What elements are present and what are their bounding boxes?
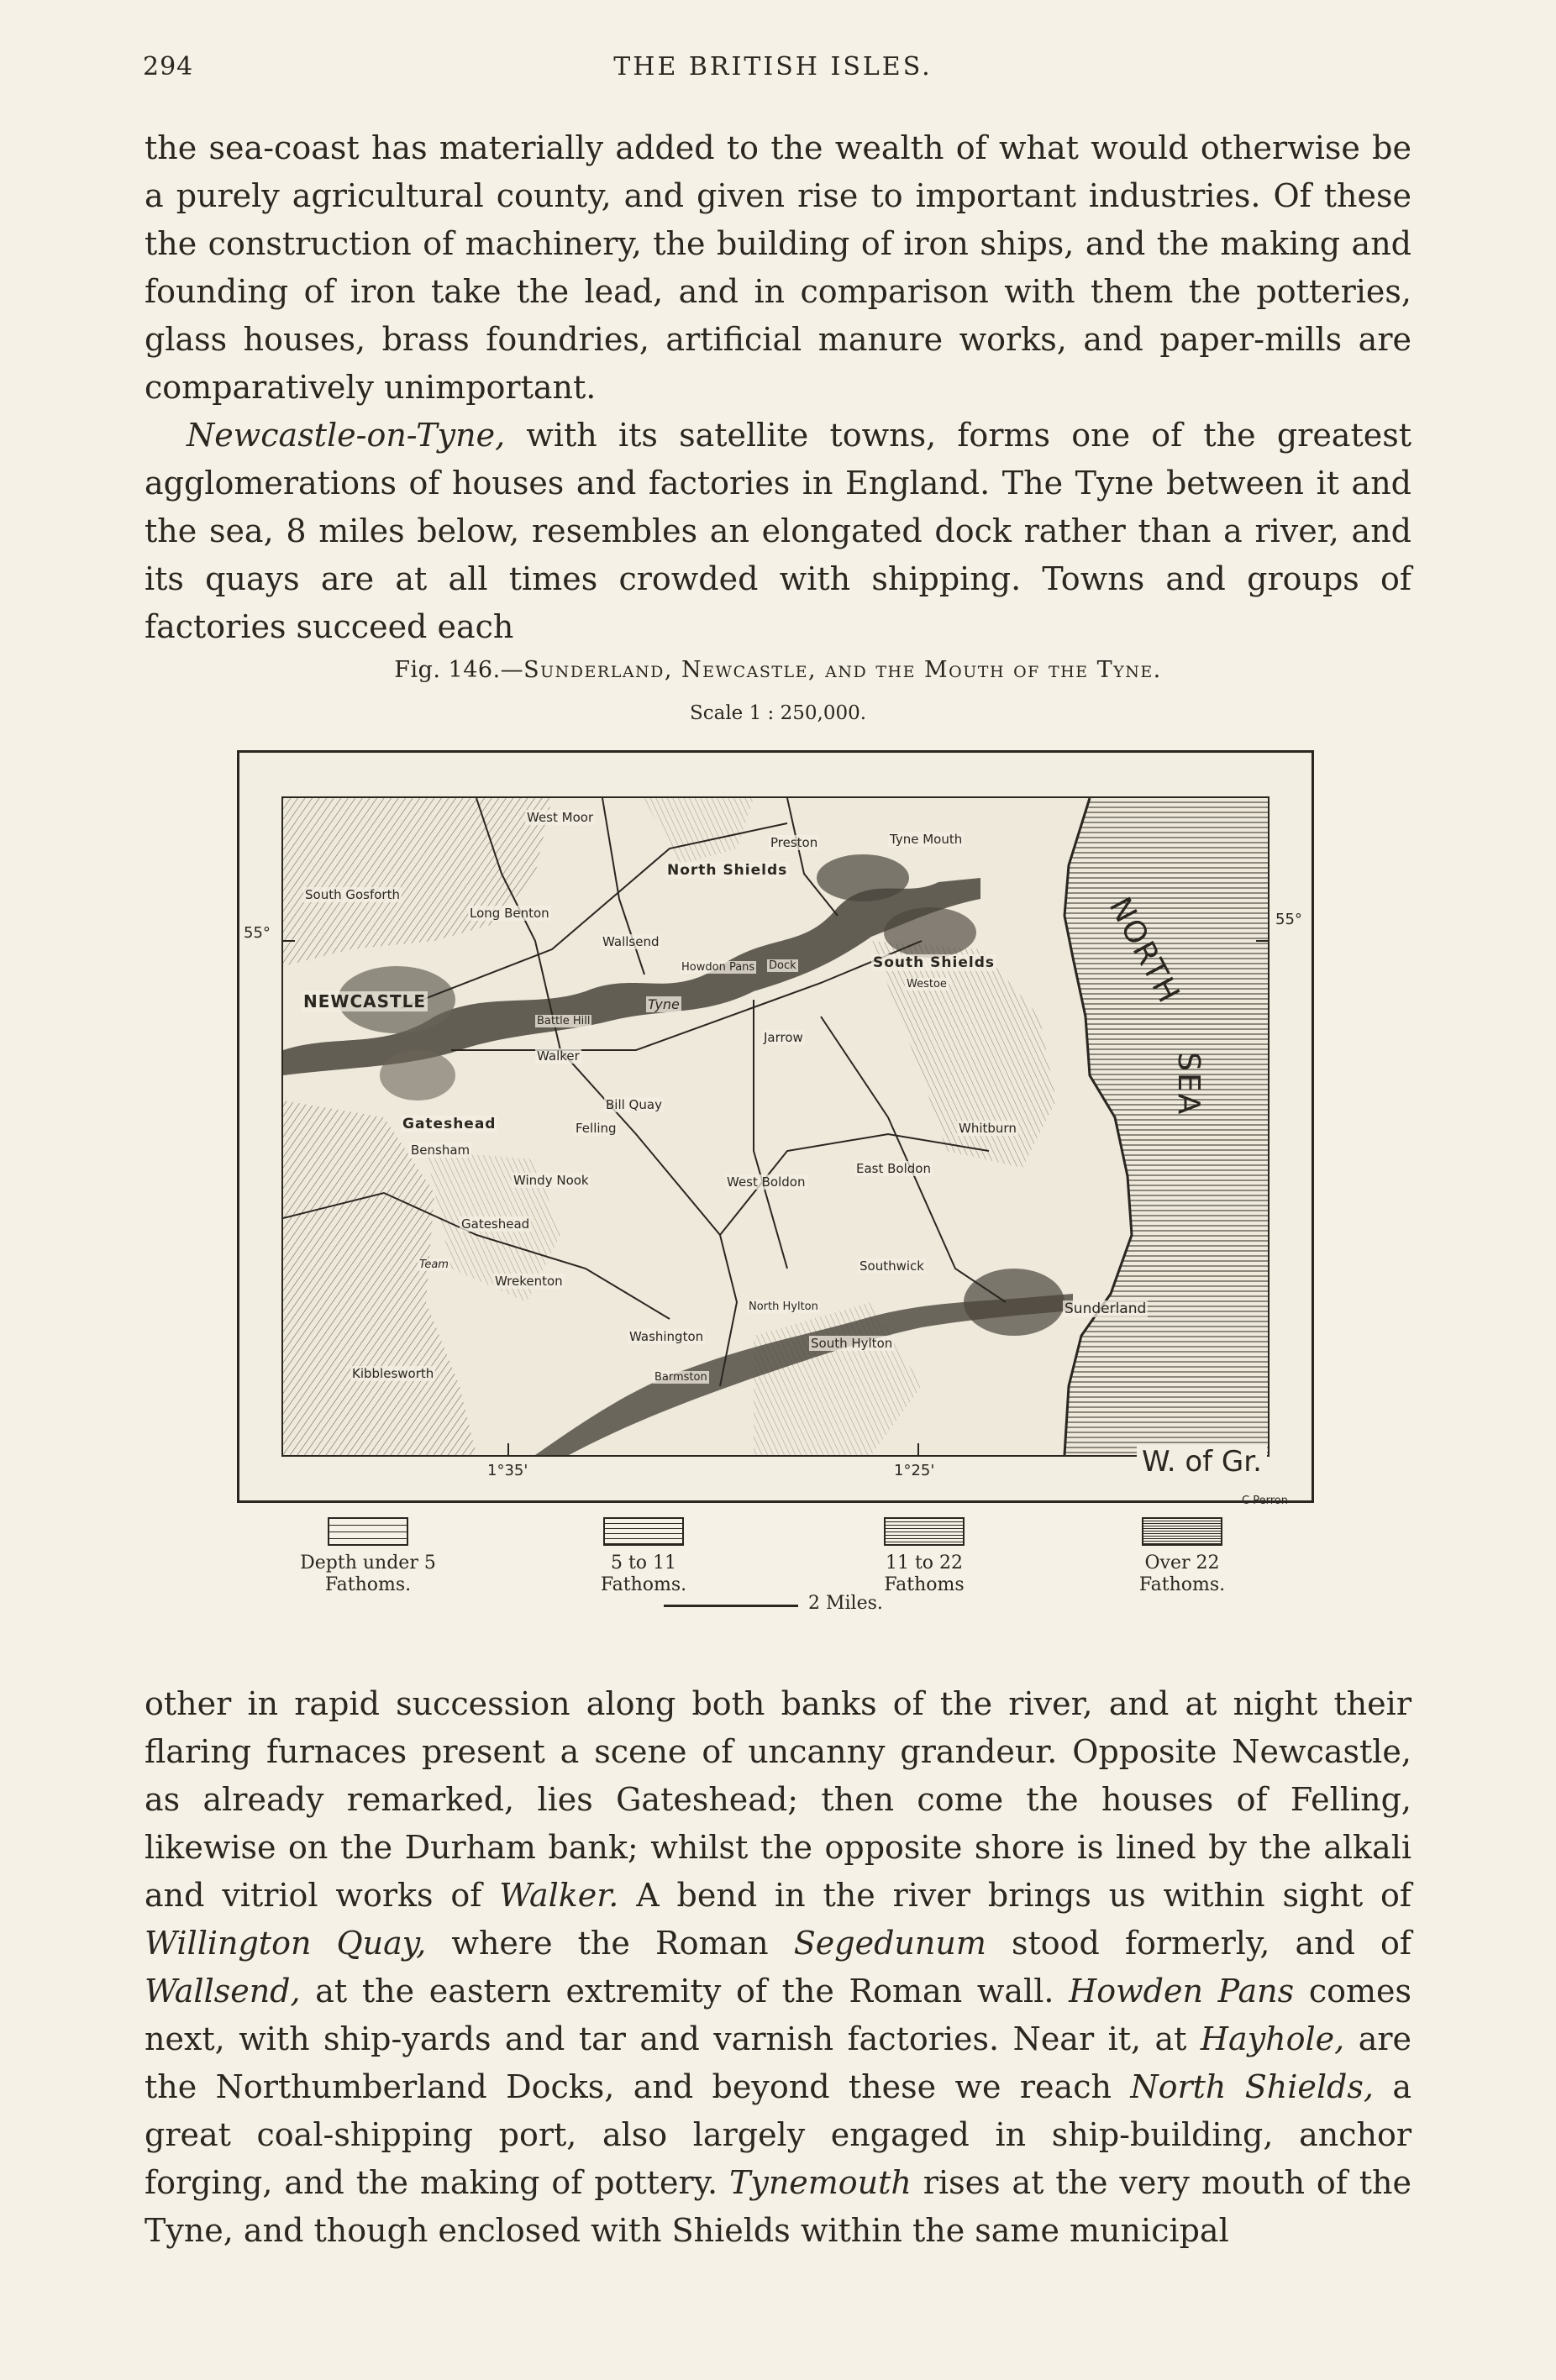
label-whitburn: Whitburn <box>959 1121 1017 1136</box>
town-sunderland <box>964 1269 1064 1336</box>
place-wallsend: Wallsend, <box>145 1973 301 2010</box>
text-run: other in rapid succession along both banks of the river, and at night their flaring furnaces present a scene of uncanny grandeur. Opposite Newcastle, as already remarked, lies Gateshead; then come the houses of Felling, likewise on the Durham bank; whilst the opposite shore is lined by the alkali and vitriol works of <box>145 1685 1411 1914</box>
paragraph-newcastle <box>145 412 1411 651</box>
label-tyne: Tyne <box>648 996 680 1012</box>
page-number: 294 <box>143 52 194 81</box>
page-header <box>143 52 1403 86</box>
legend-label: 11 to 22 <box>885 1553 964 1574</box>
longitude-label-1: 1°35' <box>487 1462 528 1479</box>
greenwich-label: W. of Gr. <box>1137 1445 1267 1479</box>
latitude-label-right: 55° <box>1275 911 1302 928</box>
label-felling: Felling <box>576 1121 617 1136</box>
text-run: are the Northumberland Docks, and beyond these we reach <box>145 2020 1412 2105</box>
legend-swatch <box>1142 1517 1222 1546</box>
figure-title: Sunderland, Newcastle, and the Mouth of the Tyne. <box>523 657 1162 683</box>
label-north-hylton: North Hylton <box>749 1300 818 1313</box>
legend-depth-under-5 <box>284 1517 452 1596</box>
place-newcastle-on-tyne: Newcastle-on-Tyne, <box>187 417 506 454</box>
paragraph-industries: the sea-coast has materially added to the wealth of what would otherwise be a purely agricultural county, and given rise to important industries. Of these the construction of machinery, the building of iron ships, and the making and founding of iron take the lead, and in comparison with them the potteries, glass houses, brass foundries, artificial manure works, and paper-mills are comparatively unimportant. <box>145 129 1411 406</box>
label-washington: Washington <box>629 1329 704 1344</box>
label-low-gateshead: Gateshead <box>461 1216 530 1232</box>
text-run: stood formerly, and of <box>986 1925 1412 1962</box>
legend-label-unit: Fathoms. <box>324 1574 412 1595</box>
paragraph-tyne-towns <box>145 1680 1411 2255</box>
legend-label-unit: Fathoms. <box>600 1574 687 1595</box>
legend-label: 5 to 11 <box>610 1553 677 1574</box>
place-north-shields: North Shields, <box>1130 2068 1374 2105</box>
place-tynemouth: Tynemouth <box>729 2164 912 2201</box>
label-north-sea-1: NORTH <box>1101 891 1187 1010</box>
label-dock: Dock <box>769 959 796 972</box>
label-west-boldon: West Boldon <box>727 1174 806 1190</box>
label-south-shields: South Shields <box>873 954 995 971</box>
label-tyne-mouth: Tyne Mouth <box>890 832 963 847</box>
engraver-credit: C Perron <box>1242 1495 1288 1507</box>
place-howden-pans: Howden Pans <box>1069 1973 1295 2010</box>
figure-label: Fig. 146.— <box>394 657 524 683</box>
text-run: rises at the very mouth of the Tyne, and though enclosed with Shields within the same municipal <box>145 2164 1411 2249</box>
label-north-shields: North Shields <box>667 862 788 879</box>
label-kibblesworth: Kibblesworth <box>352 1366 434 1381</box>
legend-5-to-11 <box>560 1517 728 1596</box>
label-sunderland: Sunderland <box>1064 1300 1147 1317</box>
legend-over-22 <box>1098 1517 1266 1596</box>
label-walker: Walker <box>537 1048 580 1064</box>
label-howdon-pans: Howdon Pans <box>681 961 755 974</box>
label-newcastle: NEWCASTLE <box>303 991 427 1011</box>
latitude-label-left: 55° <box>244 924 271 942</box>
text-run: where the Roman <box>426 1925 794 1962</box>
body-text-top <box>145 124 1411 651</box>
text-run: a great coal-shipping port, also largely engaged in ship-building, anchor forging, and the making of pottery. <box>145 2068 1412 2201</box>
figure-scale: Scale 1 : 250,000. <box>689 702 867 724</box>
figure-caption <box>143 657 1413 683</box>
label-east-boldon: East Boldon <box>856 1161 931 1176</box>
label-west-moor: West Moor <box>527 810 594 825</box>
label-windy-nook: Windy Nook <box>513 1173 589 1188</box>
label-team: Team <box>419 1258 449 1271</box>
label-southwick: Southwick <box>859 1258 924 1274</box>
running-title: THE BRITISH ISLES. <box>613 52 933 81</box>
place-willington-quay: Willington Quay, <box>145 1925 427 1962</box>
label-westoe: Westoe <box>907 978 947 990</box>
text-run: at the eastern extremity of the Roman wall. <box>300 1973 1070 2010</box>
paragraph-newcastle-text: with its satellite towns, forms one of the greatest agglomerations of houses and factories in England. The Tyne between it and the sea, 8 miles below, resembles an elongated dock rather than a river, and its quays are at all times crowded with shipping. Towns and groups of factories succeed each <box>145 417 1411 645</box>
legend-label: Depth under 5 <box>300 1553 436 1574</box>
legend-label-unit: Fathoms <box>884 1574 965 1595</box>
town-gateshead <box>380 1050 455 1101</box>
map <box>281 796 1270 1457</box>
legend-11-to-22 <box>840 1517 1008 1596</box>
label-bill-quay: Bill Quay <box>606 1097 662 1112</box>
label-bensham: Bensham <box>411 1143 470 1158</box>
legend-swatch <box>884 1517 965 1546</box>
legend-label: Over 22 <box>1144 1553 1220 1574</box>
legend-swatch <box>328 1517 408 1546</box>
longitude-label-2: 1°25' <box>894 1462 935 1479</box>
place-hayhole: Hayhole, <box>1200 2020 1345 2057</box>
legend-swatch <box>603 1517 684 1546</box>
label-wrekenton: Wrekenton <box>495 1274 563 1289</box>
body-text-bottom <box>145 1680 1411 2255</box>
scale-bar-label: 2 Miles. <box>808 1593 883 1614</box>
label-jarrow: Jarrow <box>764 1030 803 1045</box>
place-walker: Walker. <box>499 1877 619 1914</box>
label-gateshead: Gateshead <box>402 1116 497 1132</box>
label-wallsend: Wallsend <box>602 934 660 949</box>
label-south-hylton: South Hylton <box>811 1336 893 1351</box>
label-south-gosforth: South Gosforth <box>305 887 400 902</box>
place-segedunum: Segedunum <box>793 1925 986 1962</box>
scale-bar <box>664 1605 798 1607</box>
label-battle-hill: Battle Hill <box>537 1015 591 1027</box>
town-north-shields <box>817 854 909 901</box>
label-long-benton: Long Benton <box>470 906 549 921</box>
text-run: A bend in the river brings us within sight of <box>618 1877 1411 1914</box>
label-north-sea-2: SEA <box>1171 1052 1206 1116</box>
label-barmston: Barmston <box>654 1371 707 1384</box>
text-run: comes next, with ship-yards and tar and varnish factories. Near it, at <box>145 1973 1412 2057</box>
label-preston: Preston <box>770 835 818 850</box>
legend-label-unit: Fathoms. <box>1138 1574 1226 1595</box>
